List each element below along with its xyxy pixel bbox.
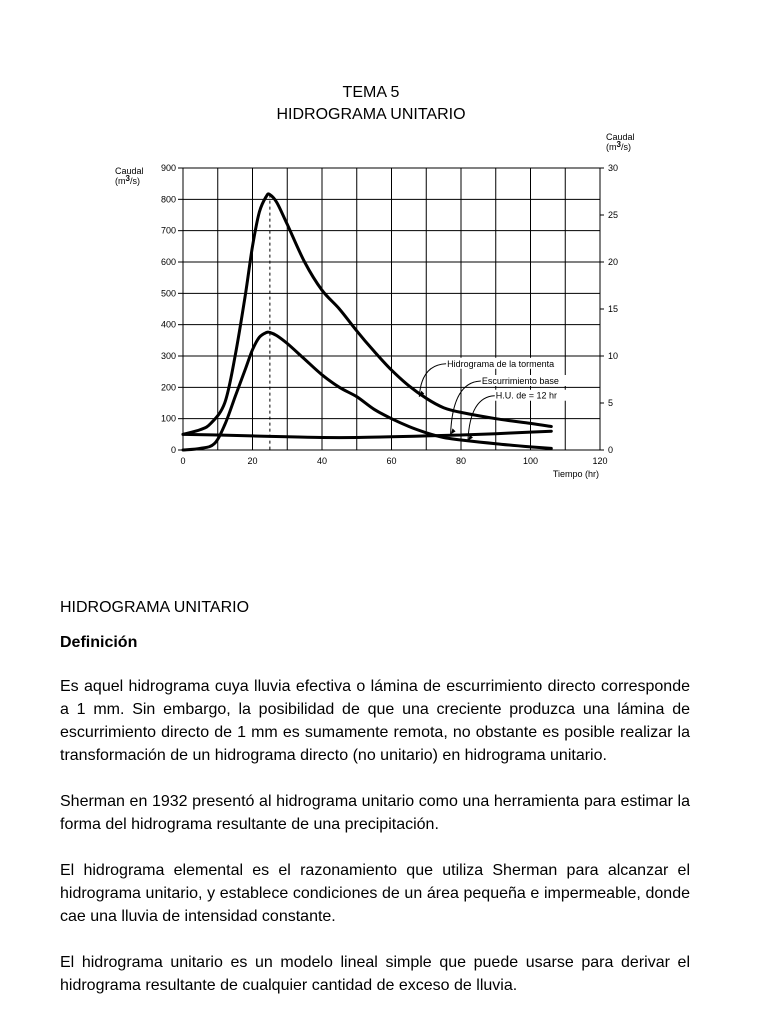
y-left-tick-label: 500 xyxy=(160,288,176,299)
y-left-tick-label: 300 xyxy=(160,351,176,361)
tema-label: TEMA 5 xyxy=(342,84,400,101)
x-tick-label: 40 xyxy=(316,456,328,466)
annotation-tormenta-leader xyxy=(419,364,446,397)
y-left-tick-label: 600 xyxy=(160,257,176,267)
y-right-tick-label: 25 xyxy=(608,210,619,220)
y-left-axis-label: Caudal (m3/s) xyxy=(115,166,144,186)
hydrograph-chart xyxy=(110,132,640,485)
annotation-tormenta: Hidrograma de la tormenta xyxy=(447,358,555,369)
section-heading: HIDROGRAMA UNITARIO xyxy=(60,599,250,616)
chart-annotations xyxy=(419,358,566,441)
y-left-tick-label: 900 xyxy=(160,163,176,173)
x-tick-label: 100 xyxy=(522,456,539,466)
y-right-tick-label: 5 xyxy=(608,398,614,408)
y-right-axis-label: Caudal (m3/s) xyxy=(606,132,635,152)
y-left-tick-label: 0 xyxy=(170,445,176,455)
y-right-tick-label: 15 xyxy=(608,304,619,314)
document-title xyxy=(0,82,742,126)
hydrograph-figure xyxy=(110,132,640,485)
y-left-tick-label: 400 xyxy=(160,319,176,330)
paragraph-1: Es aquel hidrograma cuya lluvia efectiva o lámina de escurrimiento directo corresponde a 1 mm. Sin embargo, la posibilidad de que una creciente produzca una lámina de escurrimiento directo de 1 mm es sumamente remota, no obstante es posible realizar la transformación de un hidrograma directo (no unitario) en hidrograma unitario. xyxy=(60,678,690,764)
paragraph-3: El hidrograma elemental es el razonamiento que utiliza Sherman para alcanzar el hidrograma unitario, y establece condiciones de un área pequeña e impermeable, donde cae una lluvia de intensidad constante. xyxy=(60,862,690,925)
y-right-tick-label: 30 xyxy=(608,163,619,173)
y-left-tick-label: 800 xyxy=(160,194,176,205)
x-tick-label: 20 xyxy=(247,456,258,466)
annotation-escurrimiento-base-leader xyxy=(451,381,481,434)
y-right-tick-label: 10 xyxy=(608,351,619,361)
annotation-escurrimiento-base: Escurrimiento base xyxy=(481,376,559,387)
annotation-hu: H.U. de = 12 hr xyxy=(495,390,558,401)
y-right-tick-label: 0 xyxy=(608,445,614,455)
chart-grid xyxy=(183,168,600,450)
chart-axes xyxy=(115,132,635,479)
paragraph-4: El hidrograma unitario es un modelo lineal simple que puede usarse para derivar el hidrograma resultante de cualquier cantidad de exceso de lluvia. xyxy=(60,954,690,994)
x-tick-label: 120 xyxy=(592,456,608,466)
y-right-tick-label: 20 xyxy=(608,257,619,267)
y-left-tick-label: 100 xyxy=(160,413,176,424)
x-tick-label: 80 xyxy=(455,456,467,466)
document-body xyxy=(60,596,690,1020)
x-tick-label: 0 xyxy=(180,456,186,466)
paragraph-2: Sherman en 1932 presentó al hidrograma unitario como una herramienta para estimar la forma del hidrograma resultante de una precipitación. xyxy=(60,793,690,833)
x-axis-label: Tiempo (hr) xyxy=(552,469,599,479)
title-label: HIDROGRAMA UNITARIO xyxy=(276,106,466,123)
y-left-tick-label: 700 xyxy=(160,225,176,236)
y-left-tick-label: 200 xyxy=(160,382,176,393)
definition-heading: Definición xyxy=(60,634,138,651)
x-tick-label: 60 xyxy=(386,456,397,466)
